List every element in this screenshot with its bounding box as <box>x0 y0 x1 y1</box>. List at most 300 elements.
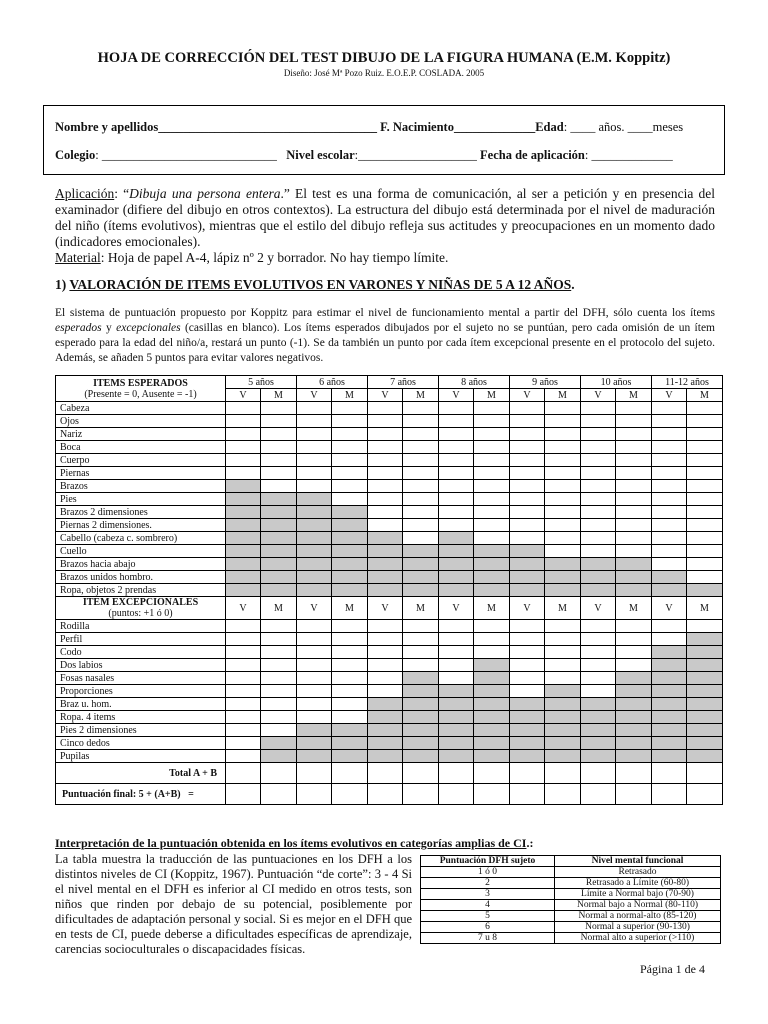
score-cell[interactable] <box>687 545 723 558</box>
score-cell[interactable] <box>474 441 510 454</box>
score-cell[interactable] <box>510 402 545 415</box>
score-cell[interactable] <box>297 441 332 454</box>
score-cell[interactable] <box>545 633 581 646</box>
score-cell[interactable] <box>368 506 403 519</box>
score-cell[interactable] <box>474 428 510 441</box>
score-cell[interactable] <box>510 633 545 646</box>
score-cell[interactable] <box>261 415 297 428</box>
table-row <box>56 532 723 545</box>
score-cell[interactable] <box>687 441 723 454</box>
score-cell[interactable] <box>403 519 439 532</box>
score-cell[interactable] <box>581 659 616 672</box>
score-cell[interactable] <box>261 659 297 672</box>
score-cell[interactable] <box>261 441 297 454</box>
score-cell[interactable] <box>226 659 261 672</box>
score-cell[interactable] <box>439 646 474 659</box>
score-cell[interactable] <box>652 633 687 646</box>
score-cell[interactable] <box>687 493 723 506</box>
score-cell[interactable] <box>545 506 581 519</box>
ci-level: Normal alto a superior (>110) <box>555 933 721 944</box>
score-cell[interactable] <box>332 620 368 633</box>
score-cell[interactable] <box>403 493 439 506</box>
score-cell[interactable] <box>545 402 581 415</box>
score-cell[interactable] <box>510 646 545 659</box>
score-cell[interactable] <box>439 672 474 685</box>
score-cell[interactable] <box>474 506 510 519</box>
final-score-cell[interactable] <box>439 784 474 805</box>
score-cell[interactable] <box>510 454 545 467</box>
score-cell[interactable] <box>403 659 439 672</box>
score-cell[interactable] <box>545 454 581 467</box>
score-cell[interactable] <box>616 620 652 633</box>
score-cell[interactable] <box>439 415 474 428</box>
score-cell[interactable] <box>297 428 332 441</box>
score-cell[interactable] <box>652 545 687 558</box>
score-cell[interactable] <box>368 633 403 646</box>
score-cell[interactable] <box>510 620 545 633</box>
final-score-cell[interactable] <box>510 784 545 805</box>
total-cell[interactable] <box>474 763 510 784</box>
score-cell[interactable] <box>226 467 261 480</box>
esperados-subtitle: (Presente = 0, Ausente = -1) <box>84 388 197 400</box>
score-cell[interactable] <box>332 685 368 698</box>
name-field[interactable]: ___________________________________ <box>158 120 377 134</box>
score-cell[interactable] <box>332 441 368 454</box>
score-cell[interactable] <box>439 659 474 672</box>
score-cell[interactable] <box>581 685 616 698</box>
score-cell[interactable] <box>474 493 510 506</box>
score-cell[interactable] <box>368 620 403 633</box>
score-cell[interactable] <box>226 441 261 454</box>
score-cell[interactable] <box>403 402 439 415</box>
score-cell[interactable] <box>510 467 545 480</box>
score-cell[interactable] <box>616 467 652 480</box>
shaded-cell <box>581 724 616 737</box>
score-cell[interactable] <box>261 685 297 698</box>
score-cell[interactable] <box>687 620 723 633</box>
score-cell[interactable] <box>687 467 723 480</box>
score-cell[interactable] <box>226 672 261 685</box>
score-cell[interactable] <box>226 750 261 763</box>
school-field[interactable]: : ____________________________ <box>95 148 277 162</box>
shaded-cell <box>403 724 439 737</box>
score-cell[interactable] <box>368 454 403 467</box>
score-cell[interactable] <box>226 685 261 698</box>
score-cell[interactable] <box>652 620 687 633</box>
level-field[interactable]: :___________________ <box>354 148 477 162</box>
score-cell[interactable] <box>581 493 616 506</box>
final-score-cell[interactable] <box>368 784 403 805</box>
score-cell[interactable] <box>687 571 723 584</box>
final-score-cell[interactable] <box>332 784 368 805</box>
score-cell[interactable] <box>687 480 723 493</box>
score-cell[interactable] <box>581 620 616 633</box>
shaded-cell <box>368 724 403 737</box>
score-cell[interactable] <box>652 454 687 467</box>
score-cell[interactable] <box>510 659 545 672</box>
final-score-cell[interactable] <box>403 784 439 805</box>
shaded-cell <box>687 672 723 685</box>
score-cell[interactable] <box>510 493 545 506</box>
score-cell[interactable] <box>545 480 581 493</box>
score-cell[interactable] <box>652 558 687 571</box>
score-cell[interactable] <box>616 441 652 454</box>
score-cell[interactable] <box>226 428 261 441</box>
date-label: Fecha de aplicación <box>480 148 585 162</box>
sex-m-header: M <box>332 389 368 402</box>
score-cell[interactable] <box>474 467 510 480</box>
score-cell[interactable] <box>297 698 332 711</box>
score-cell[interactable] <box>403 633 439 646</box>
score-cell[interactable] <box>439 402 474 415</box>
total-cell[interactable] <box>261 763 297 784</box>
shaded-cell <box>403 672 439 685</box>
score-cell[interactable] <box>687 428 723 441</box>
score-cell[interactable] <box>332 402 368 415</box>
score-cell[interactable] <box>510 532 545 545</box>
shaded-cell <box>510 711 545 724</box>
score-cell[interactable] <box>616 428 652 441</box>
score-cell[interactable] <box>403 454 439 467</box>
score-cell[interactable] <box>616 454 652 467</box>
score-cell[interactable] <box>403 428 439 441</box>
score-cell[interactable] <box>474 454 510 467</box>
score-cell[interactable] <box>510 506 545 519</box>
score-cell[interactable] <box>332 415 368 428</box>
score-cell[interactable] <box>226 698 261 711</box>
score-cell[interactable] <box>545 428 581 441</box>
birth-field[interactable]: _____________ <box>453 120 536 134</box>
score-cell[interactable] <box>545 672 581 685</box>
total-cell[interactable] <box>368 763 403 784</box>
score-cell[interactable] <box>474 402 510 415</box>
score-cell[interactable] <box>581 506 616 519</box>
score-cell[interactable] <box>403 532 439 545</box>
score-cell[interactable] <box>616 506 652 519</box>
score-cell[interactable] <box>652 506 687 519</box>
score-cell[interactable] <box>510 441 545 454</box>
table-row <box>56 519 723 532</box>
total-cell[interactable] <box>581 763 616 784</box>
score-cell[interactable] <box>332 633 368 646</box>
total-cell[interactable] <box>545 763 581 784</box>
score-cell[interactable] <box>297 633 332 646</box>
score-cell[interactable] <box>616 519 652 532</box>
score-cell[interactable] <box>616 545 652 558</box>
score-cell[interactable] <box>226 737 261 750</box>
score-cell[interactable] <box>261 711 297 724</box>
score-cell[interactable] <box>226 402 261 415</box>
score-cell[interactable] <box>581 402 616 415</box>
score-cell[interactable] <box>439 467 474 480</box>
score-cell[interactable] <box>403 480 439 493</box>
score-cell[interactable] <box>687 506 723 519</box>
score-cell[interactable] <box>510 672 545 685</box>
table-row <box>56 454 723 467</box>
score-cell[interactable] <box>652 493 687 506</box>
score-cell[interactable] <box>439 480 474 493</box>
score-cell[interactable] <box>687 454 723 467</box>
score-cell[interactable] <box>261 633 297 646</box>
shaded-cell <box>403 584 439 597</box>
sex-v-header: V <box>439 389 474 402</box>
score-cell[interactable] <box>616 480 652 493</box>
total-cell[interactable] <box>439 763 474 784</box>
item-label: Ojos <box>56 415 226 428</box>
score-cell[interactable] <box>332 698 368 711</box>
score-cell[interactable] <box>545 659 581 672</box>
score-cell[interactable] <box>581 480 616 493</box>
score-cell[interactable] <box>261 428 297 441</box>
score-cell[interactable] <box>616 646 652 659</box>
score-cell[interactable] <box>474 532 510 545</box>
application-text: .” El test es una forma de comunicación, al ser a petición y en presencia del examinador (difiere del dibujo en otros contextos). La estructura del dibujo está determinada por el nivel de maduración del niño (ítems evolutivos), mientras que el estilo del dibujo refleja sus actitudes y preocupaciones en un momento dado (indicadores emocionales). <box>55 186 715 249</box>
score-cell[interactable] <box>261 724 297 737</box>
score-cell[interactable] <box>368 441 403 454</box>
final-score-cell[interactable] <box>226 784 261 805</box>
score-cell[interactable] <box>652 519 687 532</box>
score-cell[interactable] <box>368 480 403 493</box>
shaded-cell <box>332 558 368 571</box>
score-cell[interactable] <box>545 532 581 545</box>
score-cell[interactable] <box>261 480 297 493</box>
shaded-cell <box>226 584 261 597</box>
score-cell[interactable] <box>616 659 652 672</box>
score-cell[interactable] <box>261 467 297 480</box>
score-cell[interactable] <box>510 685 545 698</box>
score-cell[interactable] <box>581 633 616 646</box>
ci-row <box>421 922 721 933</box>
shaded-cell <box>439 724 474 737</box>
score-cell[interactable] <box>652 428 687 441</box>
score-cell[interactable] <box>581 441 616 454</box>
score-cell[interactable] <box>297 646 332 659</box>
score-cell[interactable] <box>297 685 332 698</box>
score-cell[interactable] <box>226 633 261 646</box>
score-cell[interactable] <box>439 441 474 454</box>
score-cell[interactable] <box>687 532 723 545</box>
score-cell[interactable] <box>474 620 510 633</box>
score-cell[interactable] <box>652 441 687 454</box>
score-cell[interactable] <box>297 672 332 685</box>
total-cell[interactable] <box>403 763 439 784</box>
score-cell[interactable] <box>332 672 368 685</box>
shaded-cell <box>261 737 297 750</box>
score-cell[interactable] <box>368 493 403 506</box>
score-cell[interactable] <box>581 467 616 480</box>
score-cell[interactable] <box>510 428 545 441</box>
score-cell[interactable] <box>581 519 616 532</box>
score-cell[interactable] <box>581 646 616 659</box>
sex-m-header: M <box>687 597 723 620</box>
score-cell[interactable] <box>474 519 510 532</box>
shaded-cell <box>332 724 368 737</box>
score-cell[interactable] <box>368 467 403 480</box>
total-cell[interactable] <box>616 763 652 784</box>
score-cell[interactable] <box>332 467 368 480</box>
score-cell[interactable] <box>226 711 261 724</box>
score-cell[interactable] <box>226 724 261 737</box>
score-cell[interactable] <box>687 402 723 415</box>
score-cell[interactable] <box>332 646 368 659</box>
total-cell[interactable] <box>510 763 545 784</box>
score-cell[interactable] <box>545 467 581 480</box>
final-score-cell[interactable] <box>687 784 723 805</box>
sex-v-header: V <box>368 389 403 402</box>
score-cell[interactable] <box>439 519 474 532</box>
sex-m-header: M <box>687 389 723 402</box>
score-cell[interactable] <box>297 467 332 480</box>
age-field[interactable]: : ____ años. ____meses <box>563 120 684 134</box>
score-cell[interactable] <box>652 467 687 480</box>
score-cell[interactable] <box>368 672 403 685</box>
score-cell[interactable] <box>545 545 581 558</box>
score-cell[interactable] <box>368 415 403 428</box>
shaded-cell <box>510 750 545 763</box>
total-cell[interactable] <box>226 763 261 784</box>
score-cell[interactable] <box>581 428 616 441</box>
score-cell[interactable] <box>474 646 510 659</box>
shaded-cell <box>332 584 368 597</box>
score-cell[interactable] <box>297 480 332 493</box>
final-score-cell[interactable] <box>474 784 510 805</box>
final-score-cell[interactable] <box>297 784 332 805</box>
score-cell[interactable] <box>368 428 403 441</box>
shaded-cell <box>474 672 510 685</box>
total-cell[interactable] <box>652 763 687 784</box>
score-cell[interactable] <box>297 659 332 672</box>
score-cell[interactable] <box>332 454 368 467</box>
score-cell[interactable] <box>226 454 261 467</box>
score-cell[interactable] <box>368 402 403 415</box>
score-cell[interactable] <box>261 620 297 633</box>
score-cell[interactable] <box>510 415 545 428</box>
score-cell[interactable] <box>332 659 368 672</box>
score-cell[interactable] <box>687 558 723 571</box>
score-cell[interactable] <box>332 480 368 493</box>
score-cell[interactable] <box>439 428 474 441</box>
shaded-cell <box>368 532 403 545</box>
final-score-cell[interactable] <box>545 784 581 805</box>
score-cell[interactable] <box>403 441 439 454</box>
score-cell[interactable] <box>368 685 403 698</box>
score-cell[interactable] <box>545 646 581 659</box>
score-cell[interactable] <box>403 646 439 659</box>
score-cell[interactable] <box>687 519 723 532</box>
score-cell[interactable] <box>261 646 297 659</box>
total-cell[interactable] <box>332 763 368 784</box>
shaded-cell <box>687 633 723 646</box>
score-cell[interactable] <box>297 402 332 415</box>
score-cell[interactable] <box>474 480 510 493</box>
shaded-cell <box>403 545 439 558</box>
score-cell[interactable] <box>652 402 687 415</box>
score-cell[interactable] <box>297 454 332 467</box>
score-cell[interactable] <box>403 415 439 428</box>
final-score-cell[interactable] <box>581 784 616 805</box>
score-cell[interactable] <box>510 519 545 532</box>
id-line-1 <box>55 120 683 135</box>
score-cell[interactable] <box>297 415 332 428</box>
score-cell[interactable] <box>368 519 403 532</box>
score-cell[interactable] <box>652 480 687 493</box>
score-cell[interactable] <box>297 711 332 724</box>
shaded-cell <box>545 584 581 597</box>
score-cell[interactable] <box>474 633 510 646</box>
total-cell[interactable] <box>297 763 332 784</box>
score-cell[interactable] <box>439 620 474 633</box>
score-cell[interactable] <box>226 646 261 659</box>
score-cell[interactable] <box>687 415 723 428</box>
page-title: HOJA DE CORRECCIÓN DEL TEST DIBUJO DE LA FIGURA HUMANA (E.M. Koppitz) <box>97 50 671 66</box>
item-label: Rodilla <box>56 620 226 633</box>
score-cell[interactable] <box>581 672 616 685</box>
final-score-cell[interactable] <box>261 784 297 805</box>
shaded-cell <box>474 558 510 571</box>
final-score-cell[interactable] <box>616 784 652 805</box>
shaded-cell <box>616 672 652 685</box>
score-cell[interactable] <box>581 415 616 428</box>
score-cell[interactable] <box>652 532 687 545</box>
excepcionales-subtitle: (puntos: +1 ó 0) <box>108 608 173 619</box>
score-cell[interactable] <box>261 672 297 685</box>
score-cell[interactable] <box>581 532 616 545</box>
score-cell[interactable] <box>652 415 687 428</box>
score-cell[interactable] <box>297 620 332 633</box>
score-cell[interactable] <box>545 415 581 428</box>
final-score-row <box>56 784 723 805</box>
score-cell[interactable] <box>403 506 439 519</box>
score-cell[interactable] <box>616 415 652 428</box>
score-cell[interactable] <box>616 493 652 506</box>
score-cell[interactable] <box>581 545 616 558</box>
sex-m-header: M <box>403 597 439 620</box>
score-cell[interactable] <box>616 633 652 646</box>
score-cell[interactable] <box>261 698 297 711</box>
score-cell[interactable] <box>616 402 652 415</box>
total-cell[interactable] <box>687 763 723 784</box>
score-cell[interactable] <box>439 454 474 467</box>
score-cell[interactable] <box>368 646 403 659</box>
excepcionales-header-row <box>56 597 723 620</box>
score-cell[interactable] <box>510 480 545 493</box>
score-cell[interactable] <box>581 454 616 467</box>
score-cell[interactable] <box>545 493 581 506</box>
score-cell[interactable] <box>403 620 439 633</box>
score-cell[interactable] <box>545 441 581 454</box>
score-cell[interactable] <box>474 415 510 428</box>
score-cell[interactable] <box>439 633 474 646</box>
score-cell[interactable] <box>439 493 474 506</box>
score-cell[interactable] <box>332 428 368 441</box>
final-score-cell[interactable] <box>652 784 687 805</box>
score-cell[interactable] <box>616 532 652 545</box>
material-text: : Hoja de papel A-4, lápiz nº 2 y borrador. No hay tiempo límite. <box>100 250 449 265</box>
table-row <box>56 646 723 659</box>
score-cell[interactable] <box>545 519 581 532</box>
score-cell[interactable] <box>226 415 261 428</box>
score-cell[interactable] <box>332 493 368 506</box>
score-cell[interactable] <box>226 620 261 633</box>
score-cell[interactable] <box>332 711 368 724</box>
date-field[interactable]: : _____________ <box>584 148 673 162</box>
score-cell[interactable] <box>261 402 297 415</box>
score-cell[interactable] <box>261 454 297 467</box>
score-cell[interactable] <box>403 467 439 480</box>
score-cell[interactable] <box>545 620 581 633</box>
score-cell[interactable] <box>368 659 403 672</box>
score-cell[interactable] <box>439 506 474 519</box>
